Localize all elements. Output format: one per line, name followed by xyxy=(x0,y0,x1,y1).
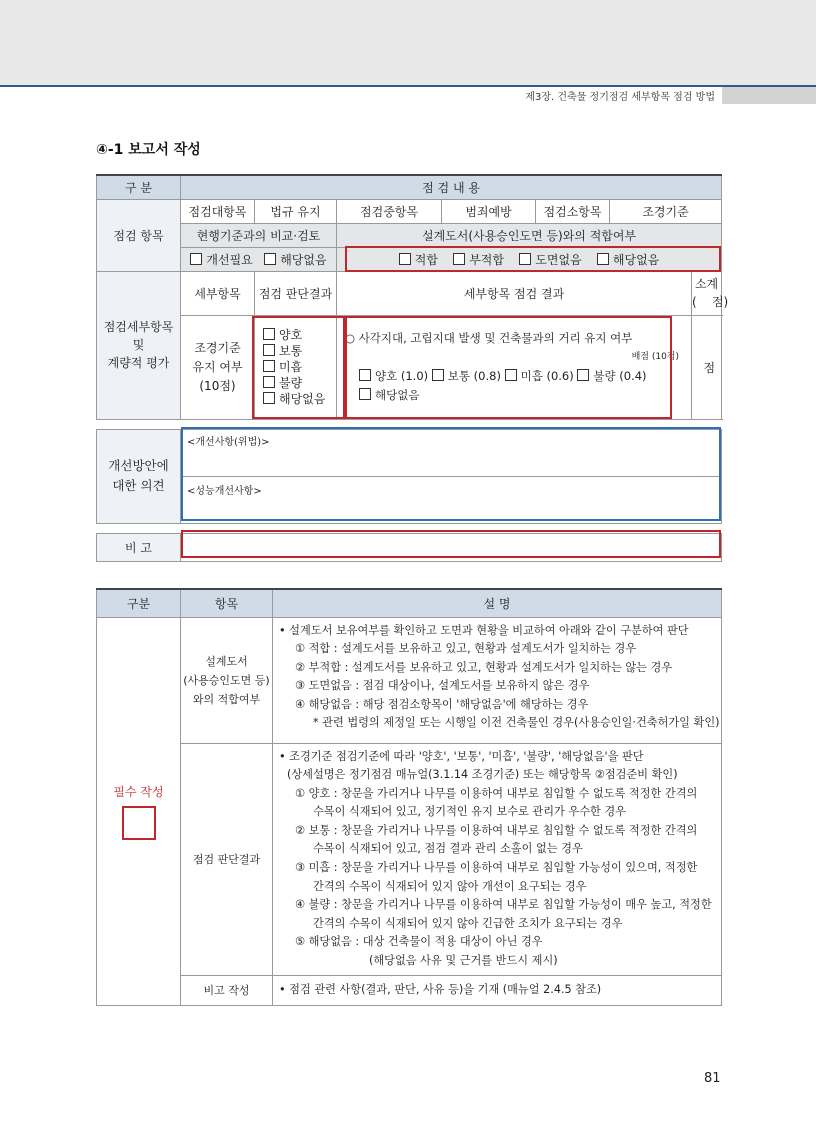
improve-performance-label: <성능개선사항> xyxy=(187,485,262,497)
design-label: 설계도서(사용승인도면 등)와의 적합여부 xyxy=(337,223,722,247)
result-text: ○ 사각지대, 고립지대 발생 및 건축물과의 거리 유지 여부 xyxy=(345,331,633,345)
guide-head-item: 항목 xyxy=(181,589,273,617)
middle-label: 점검중항목 xyxy=(337,199,442,223)
checkbox[interactable] xyxy=(432,369,444,381)
page-number: 81 xyxy=(704,1071,721,1086)
required-cell xyxy=(97,617,181,1005)
col-content: 점 검 내 용 xyxy=(181,175,722,199)
header-rule xyxy=(0,85,816,87)
desc-line: 수목이 식재되어 있고, 점검 결과 관리 소홀이 없는 경우 xyxy=(313,842,583,856)
compare-options xyxy=(181,247,337,271)
compare-label: 현행기준과의 비교·검토 xyxy=(181,223,337,247)
improve-violation-label: <개선사항(위법)> xyxy=(187,436,270,448)
spacer xyxy=(97,523,722,533)
improve-label-line: 대한 의견 xyxy=(112,478,165,493)
major-label: 점검대항목 xyxy=(181,199,255,223)
checkbox[interactable] xyxy=(263,344,275,356)
judge-options xyxy=(255,315,337,419)
chapter-title: 제3장. 건축물 정기점검 세부항목 점검 방법 xyxy=(525,92,715,103)
design-options xyxy=(337,247,722,271)
improve-performance-field[interactable] xyxy=(181,476,722,523)
minor-value: 조경기준 xyxy=(610,199,722,223)
desc-line: ① 적합 : 설계도서를 보유하고 있고, 현황과 설계도서가 일치하는 경우 xyxy=(295,642,637,656)
result-score: 배점 (10점) xyxy=(631,352,679,362)
improve-violation-field[interactable] xyxy=(181,429,722,476)
desc-line: ① 양호 : 창문을 가리거나 나무를 이용하여 내부로 침입할 수 없도록 적정한 간격의 xyxy=(295,786,698,800)
checkbox[interactable] xyxy=(577,369,589,381)
chapter-tab xyxy=(722,87,816,104)
eval-label-line: 및 xyxy=(132,338,145,352)
checkbox[interactable] xyxy=(505,369,517,381)
option-label: 도면없음 xyxy=(535,252,582,267)
checkbox[interactable] xyxy=(519,253,531,265)
checkbox[interactable] xyxy=(263,360,275,372)
sub-item-line: 유지 여부 xyxy=(192,359,243,374)
section-title: ④-1 보고서 작성 xyxy=(96,142,201,158)
minor-label: 점검소항목 xyxy=(536,199,610,223)
remark-field[interactable] xyxy=(181,533,722,561)
option-label: 미흡 xyxy=(279,360,303,374)
checkbox[interactable] xyxy=(264,253,276,265)
checkbox[interactable] xyxy=(453,253,465,265)
row1-item xyxy=(181,617,273,743)
desc-line: 간격의 수목이 식재되어 있지 않아 긴급한 조치가 요구되는 경우 xyxy=(313,916,623,930)
option-label: 양호 xyxy=(279,328,303,342)
option-label: 부적합 xyxy=(469,252,504,267)
desc-line: * 관련 법령의 제정일 또는 시행일 이전 건축물인 경우(사용승인일·건축허가일 확인) xyxy=(313,716,720,730)
row1-desc xyxy=(273,617,722,743)
sub-item xyxy=(181,315,255,419)
checkbox[interactable] xyxy=(263,328,275,340)
middle-value: 범죄예방 xyxy=(442,199,536,223)
sub-item-line: (10점) xyxy=(199,378,236,393)
checkbox[interactable] xyxy=(263,376,275,388)
col-gubun: 구 분 xyxy=(97,175,181,199)
desc-line: ④ 불량 : 창문을 가리거나 나무를 이용하여 내부로 침입할 가능성이 매우 높고, 적정한 xyxy=(295,898,712,912)
desc-line: • 조경기준 점검기준에 따라 '양호', '보통', '미흡', '불량', '해당없음'을 판단 xyxy=(279,749,644,763)
option-label: 적합 xyxy=(414,252,438,267)
desc-line: ⑤ 해당없음 : 대상 건축물이 적용 대상이 아닌 경우 xyxy=(295,935,543,949)
header-band xyxy=(0,0,816,85)
subtotal-value: 점 xyxy=(692,315,722,419)
checkbox[interactable] xyxy=(359,388,371,400)
desc-line: ② 보통 : 창문을 가리거나 나무를 이용하여 내부로 침입할 수 없도록 적정한 간격의 xyxy=(295,823,698,837)
desc-line: • 점검 관련 사항(결과, 판단, 사유 등)을 기재 (매뉴얼 2.4.5 참조) xyxy=(279,982,602,996)
row2-desc xyxy=(273,743,722,975)
sub-item-line: 조경기준 xyxy=(194,340,241,355)
improve-label-line: 개선방안에 xyxy=(108,458,169,473)
desc-line: ③ 미흡 : 창문을 가리거나 나무를 이용하여 내부로 침입할 가능성이 있으며, 적정한 xyxy=(295,861,698,875)
subtotal-title: 소계 xyxy=(694,277,719,291)
desc-line: ③ 도면없음 : 점검 대상이나, 설계도서를 보유하지 않은 경우 xyxy=(295,679,590,693)
checkbox[interactable] xyxy=(597,253,609,265)
remark-label: 비 고 xyxy=(97,533,181,561)
checkbox[interactable] xyxy=(359,369,371,381)
option-label: 보통 (0.8) xyxy=(447,369,501,383)
major-value: 법규 유지 xyxy=(255,199,337,223)
desc-line: 수목이 식재되어 있고, 정기적인 유지 보수로 관리가 우수한 경우 xyxy=(313,805,626,819)
option-label: 양호 (1.0) xyxy=(375,369,429,383)
judge-head: 점검 판단결과 xyxy=(255,271,337,315)
eval-label-line: 점검세부항목 xyxy=(103,320,174,334)
row3-item: 비고 작성 xyxy=(181,975,273,1005)
subtotal-head xyxy=(692,271,729,315)
desc-line: ② 부적합 : 설계도서를 보유하고 있고, 현황과 설계도서가 일치하는 않는 경우 xyxy=(295,660,673,674)
row2-item: 점검 판단결과 xyxy=(181,743,273,975)
spacer xyxy=(97,419,722,429)
desc-line: (해당없음 사유 및 근거를 반드시 제시) xyxy=(369,954,558,968)
guide-head-gubun: 구분 xyxy=(97,589,181,617)
result-cell xyxy=(337,315,692,419)
row1-item-line: 와의 적합여부 xyxy=(192,692,261,706)
option-label: 해당없음 xyxy=(375,388,420,402)
required-label: 필수 작성 xyxy=(113,784,164,799)
checkbox[interactable] xyxy=(190,253,202,265)
option-label: 해당없음 xyxy=(279,392,326,406)
required-checkbox[interactable] xyxy=(122,806,156,840)
option-label: 보통 xyxy=(279,344,303,358)
sub-item-head: 세부항목 xyxy=(181,271,255,315)
eval-label-line: 계량적 평가 xyxy=(107,356,170,370)
option-label: 미흡 (0.6) xyxy=(520,369,574,383)
row1-item-line: (사용승인도면 등) xyxy=(183,673,270,687)
desc-line: ④ 해당없음 : 해당 점검소항목이 '해당없음'에 해당하는 경우 xyxy=(295,697,589,711)
option-label: 개선필요 xyxy=(206,252,253,267)
improve-label xyxy=(97,429,181,523)
desc-line: 간격의 수목이 식재되어 있지 않아 개선이 요구되는 경우 xyxy=(313,879,587,893)
option-label: 해당없음 xyxy=(612,252,660,267)
guide-head-desc: 설 명 xyxy=(273,589,722,617)
row3-desc xyxy=(273,975,722,1005)
result-head: 세부항목 점검 결과 xyxy=(337,271,692,315)
option-label: 불량 (0.4) xyxy=(593,369,647,383)
eval-label xyxy=(97,271,181,419)
report-form-table xyxy=(96,174,729,562)
checkbox[interactable] xyxy=(399,253,411,265)
subtotal-points: ( 점) xyxy=(692,295,729,309)
row1-item-line: 설계도서 xyxy=(205,654,248,668)
desc-line: • 설계도서 보유여부를 확인하고 도면과 현황을 비교하여 아래와 같이 구분하여 판단 xyxy=(279,623,689,637)
option-label: 해당없음 xyxy=(280,252,327,267)
item-label: 점검 항목 xyxy=(97,199,181,271)
desc-line: (상세설명은 정기점검 매뉴얼(3.1.14 조경기준) 또는 해당항목 ②점검준비 확인) xyxy=(287,768,678,782)
checkbox[interactable] xyxy=(263,392,275,404)
option-label: 불량 xyxy=(279,376,303,390)
guide-table xyxy=(96,588,722,1006)
